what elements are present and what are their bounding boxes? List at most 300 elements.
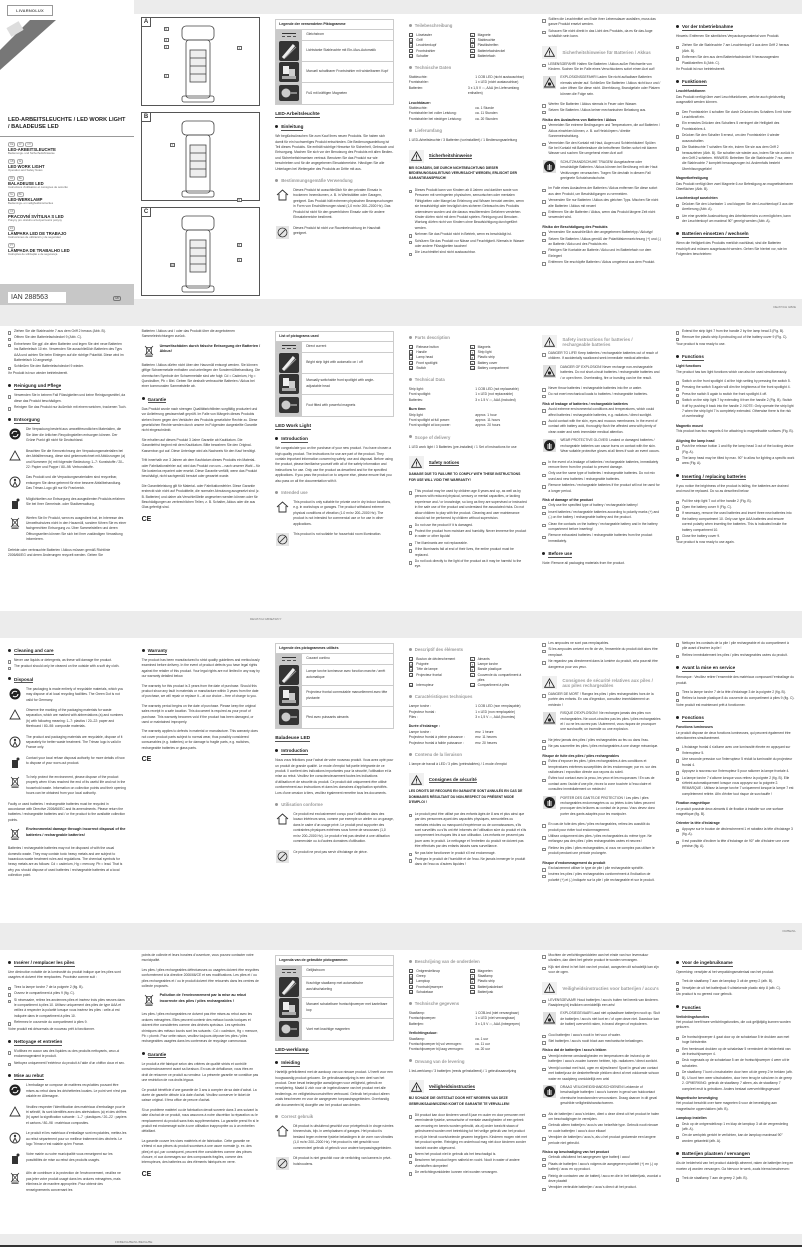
bullet-icon bbox=[409, 378, 412, 381]
icon-paragraph-text: The product and packaging materials are recyclable, dispose of it separately for better waste treatment. The Triman logo is valid in France only. bbox=[26, 734, 123, 750]
warranty-warning: BIJ SCHADE DIE ONTSTAAT DOOR HET NEGEREN VAN DEZE GEBRUIKSAANWIJZING KOMT DE GARANTIE TE VERVALLEN! bbox=[408, 1096, 510, 1106]
section-heading-text: Functies bbox=[681, 1004, 701, 1010]
list-item: Druk nogmaals op de schakelaar 5 om de frontschijnwerper 4 weer uit te schakelen. bbox=[676, 1058, 795, 1069]
list-item: Gebruik alleen batterijen / accu's van hetzelfde type. Gebruik nooit nieuwe en oude batterijen / accu's door elkaar! bbox=[542, 1123, 661, 1134]
part-label: Release button bbox=[416, 345, 439, 349]
paragraph: Het product heeft twee verlichtingsfuncties, die ook gelijktijdig kunnen worden gekozen. bbox=[675, 1020, 791, 1030]
list-item: Do not use the product if it is damaged. bbox=[409, 523, 528, 528]
legend-text: Manuell schaltbarer Frontstrahler mit winkelbarem Kopf bbox=[306, 69, 389, 74]
icon-paragraph bbox=[275, 1124, 394, 1151]
language-subtitle: Bedienings- en veiligheidsinstructies bbox=[8, 201, 54, 206]
section-heading-text: Einleitung bbox=[281, 124, 304, 130]
page-footer: DE/AT/CH GB/IE/NI/CY bbox=[250, 617, 282, 621]
list-item: Schließen Sie den Batteriefachdeckel 9 wieder. bbox=[8, 364, 127, 369]
list-item: Ein erneutes Drücken des Schalters 5 verringert die Helligkeit des Frontstrahlers 4. bbox=[676, 121, 795, 132]
list-item: Kijk niet direct in het licht van het product, aangezien dit schadelijk kan zijn voor de ogen. bbox=[542, 965, 661, 976]
safety-heading bbox=[409, 150, 528, 163]
safety-heading bbox=[409, 456, 528, 469]
subheading: Leuchtfunktionen bbox=[675, 89, 706, 94]
spotlight-icon bbox=[276, 374, 302, 394]
bullet-icon bbox=[676, 666, 679, 669]
list-item: Extend the strip light 7 from the handle 2 by the lamp head 3 (Fig. B). bbox=[676, 329, 795, 334]
list-item: De verlichtingsmiddelen kunnen niet worden vervangen. bbox=[409, 1170, 528, 1175]
bullet-icon bbox=[676, 1005, 679, 1008]
list-item: Insert batteries / rechargeable batteries according to polarity marks (+) and (-) on the battery / rechargeable battery and the product. bbox=[542, 510, 661, 521]
spec-value: approx. 11 hours bbox=[475, 418, 501, 423]
list-item: Open the battery cover 9 (Fig. C). bbox=[676, 505, 795, 510]
glove-icon bbox=[542, 1085, 556, 1099]
part-label: Lösetaster bbox=[416, 33, 432, 37]
paragraph: Faulty or used batteries / rechargeable batteries must be recycled in accordance with Directive 2006/66/EC and its amendments. Please return the batteries / rechargeable batteries and / or the product to the available collection points. bbox=[8, 801, 126, 822]
language-code: CZ bbox=[10, 210, 14, 214]
subsection-heading-text: Beschrijving van de onderdelen bbox=[414, 959, 480, 964]
list-item: Ne jetez jamais des piles / piles rechargeables au feu ou dans l'eau. bbox=[542, 738, 661, 743]
part-number: 8 bbox=[471, 980, 474, 985]
list-item: Remove batteries / rechargeable batteries if the product will not be used for a longer period. bbox=[542, 483, 661, 494]
icon-paragraph bbox=[542, 711, 661, 733]
text-column bbox=[401, 326, 535, 611]
list-item: Appuyez à nouveau sur l'interrupteur 5 pour rallumer la lampe frontale 4. bbox=[676, 769, 795, 774]
subsection-heading bbox=[409, 23, 528, 29]
language-title: LED WORK LIGHT bbox=[8, 163, 45, 169]
section-heading bbox=[676, 665, 795, 671]
language-code: IE bbox=[18, 159, 22, 163]
part-number: 5 bbox=[410, 54, 412, 59]
icon-paragraph-text: This product is only suitable for private use in dry indoor locations, e.g. in workshops or garages. The product withstand extreme physical conditions of vibration (1.0 m²/s³ 200–2000 Hz). The product is not intended for commercial use or for use in other applications. bbox=[293, 500, 391, 526]
icon-paragraph bbox=[8, 708, 127, 730]
legend-title: Légende des pictogrammes utilisés bbox=[276, 644, 393, 654]
icon-paragraph-text: Votre mairie ou votre municipalité vous renseignent sur les possibilités de mise au rebut des produits usagés. bbox=[26, 1152, 113, 1162]
section-heading-text: Nettoyage et entretien bbox=[14, 1039, 63, 1045]
section-heading bbox=[8, 1039, 127, 1045]
icon-paragraph bbox=[8, 1105, 127, 1127]
list-item: Press the switch 5 again to switch the front spotlight 4 off. bbox=[676, 392, 795, 397]
part-label: Ontgrendelknop bbox=[416, 969, 441, 973]
list-item: Si nécessaire, retirez les anciennes piles et insérez trois piles neuves dans le compartiment à piles 10. Utilisez uniquement des piles de type AAA et veillez à respecter la polarité lorsque vous insérez les piles : celle-ci est indiquée dans le compartiment à piles 10. bbox=[8, 998, 127, 1020]
subsection-heading bbox=[409, 647, 528, 653]
subsection-heading bbox=[409, 377, 528, 383]
section-heading-text: Before use bbox=[548, 551, 573, 557]
section-heading-text: Voor de ingebruikname bbox=[681, 960, 733, 965]
list-item: Only use the same type of batteries / rechargeable batteries. Do not mix used and new batteries / rechargeable batteries. bbox=[542, 471, 661, 482]
subheading: Leuchtdauer: bbox=[408, 100, 431, 105]
warning-icon bbox=[409, 1080, 424, 1093]
paragraph: Votre produit est maintenant prêt à fonctionner. bbox=[675, 702, 746, 707]
list-item: DANGER TO LIFE! Keep batteries / rechargeable batteries out of reach of children. If accidentally swallowed seek immediate medical attention. bbox=[542, 351, 661, 362]
paragraph: Ihr Produkt ist nun betriebsbereit. bbox=[675, 67, 726, 72]
part-label: Plastikstreifen bbox=[477, 43, 499, 48]
part-number: 9 bbox=[471, 673, 474, 678]
house-icon bbox=[275, 500, 289, 514]
spec-value: ca. 11 uur bbox=[475, 1042, 490, 1047]
spec-key: Staaflamp: bbox=[408, 1036, 425, 1041]
explosion-icon bbox=[542, 75, 556, 89]
part-number: 4 bbox=[410, 49, 412, 54]
dc-icon bbox=[276, 342, 302, 351]
icon-paragraph bbox=[542, 796, 661, 818]
list-item: Setzen Sie Batterien / Akkus keiner mechanischen Belastung aus. bbox=[542, 108, 661, 113]
subheading: Risque de fuite des piles / piles rechargeables bbox=[542, 753, 620, 758]
subsection-heading bbox=[409, 65, 528, 71]
paragraph: Ce produit bénéficie d'une garantie de 3 ans à compter de sa date d'achat. La durée de garantie débute à la date d'achat. Veuillez conserver le ticket de caisse original. Il fera office de preuve d'achat. bbox=[141, 1087, 257, 1103]
language-code: BE bbox=[18, 176, 22, 180]
subheading: Risico op beschadiging van het product bbox=[542, 1149, 609, 1154]
spec-value: 1 COB LED (non remplaçable) bbox=[475, 704, 521, 709]
subsection-heading-text: Teilebeschreibung bbox=[414, 23, 453, 28]
section-heading bbox=[275, 124, 394, 130]
list-item: La lampe torche 7 s'allume lorsque vous retirez la poignée 2 (fig. B). Elle s'éteint automatiquement lorsque vous appuyez sur la poignée 2. REMARQUE : Utilisez la lampe torche 7 uniquement lorsque la lampe 7 est complètement retirée. Afin d'éviter tout risque de surchauffe ! bbox=[676, 776, 795, 798]
list-item: Do not exert mechanical loads to batteries / rechargeable batteries. bbox=[542, 392, 661, 397]
product-title-text: LED-werklamp bbox=[275, 1047, 309, 1053]
paragraph: We congratulate you on the purchase of your new product. You have chosen a high quality product. The instructions for use are part of the product. They contain important information concerning safety, use and disposal. Before using the product, please familiarise yourself with all of the safety information and instructions for use. Only use the product as described and for the specified applications. If you pass the product on to anyone else, please ensure that you also pass on all the documentation with it. bbox=[275, 446, 393, 483]
bullet-icon bbox=[142, 1052, 145, 1055]
language-entry bbox=[8, 192, 130, 205]
cover-page bbox=[0, 0, 134, 305]
page-strip bbox=[0, 312, 802, 624]
legend-text: Lichtstarke Stableuchte mit Ein-/Aus-Automatik bbox=[306, 48, 376, 53]
icon-paragraph-text: Dieses Produkt ist ausschließlich für den privaten Einsatz in trockenen Innenräumen, z. B. in Werkstätten oder Garagen, geeignet. Das Produkt hält extremen physischen Beanspruchungen in Form von Erschütterungen stand (1,0 m²/s³ 200–2000 Hz). Das Produkt ist nicht für den gewerblichen Einsatz oder für andere Einsatzbereiche bestimmt. bbox=[293, 188, 394, 220]
country-badge: GB bbox=[115, 297, 119, 300]
paragraph: Tritt innerhalb von 3 Jahren ab dem Kaufdatum dieses Produkts ein Material- oder Fabrikationsfehler auf, wird das Produkt von uns – nach unserer Wahl – für Sie kostenlos repariert oder ersetzt. Diese Garantie verfällt, wenn das Produkt beschädigt, nicht sachgemäß benutzt oder gewartet wurde. bbox=[141, 458, 261, 479]
bullet-icon bbox=[275, 1061, 278, 1064]
part-number: 4 bbox=[410, 673, 412, 678]
part-label: Frontstrahler bbox=[416, 48, 436, 53]
subheading: Lampkop instellen bbox=[675, 1116, 707, 1121]
list-item: Évitez d'exposer les piles / piles rechargeables à des conditions et températures extrêmes susceptibles de les endommager, par ex. sur des radiateurs / exposition directe aux rayons du soleil. bbox=[542, 759, 661, 775]
paragraph: Batteries / rechargeable batteries may not be disposed of with the usual domestic waste. They may contain toxic heavy metals and are subject to hazardous waste treatment rules and regulations. The chemical symbols for heavy metals are as follows: Cd = cadmium, Hg = mercury, Pb = lead. That is why you should dispose of used batteries / rechargeable batteries at a local collection point. bbox=[8, 846, 123, 878]
icon-paragraph-text: To help protect the environment, please dispose of the product properly when it has reached the end of its useful life and not in the household waste. Information on collection points and their opening hours can be obtained from your local authority. bbox=[26, 774, 126, 796]
part-number: 3 bbox=[410, 356, 412, 361]
spec-value: 3 x 1,5 V ⎓, AAA (inbegrepen) bbox=[475, 1021, 521, 1026]
pictogram-legend bbox=[275, 19, 394, 105]
spec-value: ca. 1 Stunde bbox=[475, 106, 494, 111]
subsection-heading-text: Technische gegevens bbox=[414, 1001, 460, 1007]
subheading: Risk of leakage of batteries / rechargeable batteries bbox=[542, 401, 628, 406]
triman-icon bbox=[8, 475, 22, 489]
text-column bbox=[534, 638, 668, 923]
spec-value: 1 COB LED (nicht austauschbar) bbox=[475, 75, 524, 80]
text-column bbox=[267, 14, 401, 299]
part-number: 7 bbox=[471, 663, 474, 668]
spec-value: 1 x LED (nicht austauschbar) bbox=[475, 80, 519, 85]
list-item: Insérez les piles / piles rechargeables conformément à l'indication de polarité (+) et (-) indiquée sur la pile / pile rechargeable et sur le produit. bbox=[542, 872, 661, 883]
icon-paragraph bbox=[8, 1131, 127, 1147]
list-item: Protect the product from moisture and humidity. Never immerse the product in water or other liquids! bbox=[409, 529, 528, 540]
language-subtitle: Bedienungs- und Sicherheitshinweise bbox=[8, 151, 55, 155]
part-label: Bouton de déclenchement bbox=[416, 657, 456, 661]
list-item: Exclusivement utiliser le type de pile / pile rechargeable spécifié. bbox=[542, 866, 661, 871]
spec-value: ca. 1 uur bbox=[475, 1036, 489, 1041]
part-item bbox=[470, 54, 527, 59]
legend-row bbox=[276, 353, 393, 374]
list-item: Ne pas soumettre les piles / piles rechargeables à une charge mécanique. bbox=[542, 744, 661, 749]
figure-c bbox=[141, 207, 260, 296]
spec-table bbox=[409, 1037, 528, 1053]
icon-paragraph-text: Das Produkt und die Verpackungsmaterialien sind recycelbar, entsorgen Sie diese getrennt für eine bessere Abfallbehandlung. Das Triman-Logo gilt nur für Frankreich. bbox=[26, 475, 122, 491]
part-label: Compartiment à piles bbox=[477, 683, 510, 688]
paragraph: Une diminution notable de la luminosité du produit indique que les piles sont usagées et doivent être remplacées. Procédez comme suit : bbox=[8, 970, 121, 980]
paragraph: Hartelijk gefeliciteerd met de aankoop van uw nieuwe product. U heeft voor een hoogwaardig product gekozen. De gebruiksaanwijzing is een deel van het product. Deze bevat belangrijke aanwijzingen voor veiligheid, gebruik en verwijdering. Maakt U zich voor de ingebruikname van het product met alle bedienings- en veiligheidsvoorschriften vertrouwd. Gebruik het product alleen zoals beschreven en voor de aangegeven toepassingsgebieden. Overhandig alle documenten bij doorgifte van het product aan derden. bbox=[275, 1070, 393, 1107]
part-label: Handle bbox=[416, 350, 427, 355]
paragraph: Le produit dispose de deux fonctions lumineuses, qui peuvent également être sélectionnées simultanément. bbox=[675, 730, 791, 741]
part-number: 9 bbox=[471, 49, 474, 54]
section-heading bbox=[8, 648, 127, 654]
list-item: Tirez la lampe torche 7 de la tête d'éclairage 3 de la poignée 2 (fig. B). bbox=[676, 690, 795, 695]
product-title-text: LED Work Light bbox=[275, 423, 312, 429]
subheading: Risico dat de batterijen / accu's lekken bbox=[542, 1048, 607, 1053]
language-entry bbox=[8, 226, 130, 239]
paragraph: Ihr Produkt ist nun wieder betriebsbereit. bbox=[8, 370, 69, 375]
bullet-icon bbox=[275, 749, 278, 752]
subheading: Risque d'endommagement du produit bbox=[542, 860, 606, 865]
spec-table bbox=[409, 1011, 528, 1027]
safety-heading bbox=[542, 335, 661, 348]
list-item: Um eine gezielte Ausleuchtung des Arbeitsbereichs zu ermöglichen, kann der Leuchtenkopf um maximal 90° geneigt werden (Abb. A). bbox=[676, 214, 795, 225]
list-item: Reinigen Sie das Produkt nur äußerlich mit einem weichen, trockenen Tuch. bbox=[8, 405, 127, 410]
subsection-heading-text: Contenu de la livraison bbox=[414, 752, 463, 758]
icon-paragraph-text: EXPLOSIONSGEFAHR! Laden Sie nicht aufladbare Batterien niemals wieder auf. Schließen Sie Batterien / Akkus nicht kurz und / oder öffnen Sie diese nicht. Überhitzung, Brandgefahr oder Platzen können die Folge sein. bbox=[560, 75, 661, 96]
paragraph: Wenn die Helligkeit des Produkts merklich nachlässt, sind die Batterien erschöpft und müssen ausgetauscht werden. Gehen Sie hierbei vor, wie im Folgenden beschrieben: bbox=[675, 241, 787, 257]
subsection-heading bbox=[409, 1059, 528, 1065]
text-column bbox=[267, 326, 401, 611]
spec-key: Staaflamp: bbox=[408, 1011, 425, 1016]
part-label: Batterijvakdeksel bbox=[477, 984, 503, 989]
spec-value: env. 1 heure bbox=[475, 729, 494, 734]
bullet-icon bbox=[275, 179, 278, 182]
part-label: Plastic strip bbox=[477, 355, 495, 360]
part-label: Battery cover bbox=[477, 360, 498, 365]
text-column bbox=[534, 14, 668, 299]
part-label: Schalter bbox=[416, 53, 429, 58]
part-number: 8 bbox=[471, 44, 474, 49]
list-item: Ziehen Sie die Stableuchte 7 am Leuchtenkopf 3 aus dem Griff 2 heraus (Abb. B). bbox=[676, 43, 795, 54]
safety-heading-text: Consignes de sécurité relatives aux piles / aux piles rechargeables bbox=[562, 677, 653, 688]
legend-row bbox=[276, 977, 393, 998]
part-item bbox=[470, 683, 527, 688]
spotlight-icon bbox=[276, 686, 302, 706]
section-heading bbox=[275, 748, 394, 754]
strip-light-icon bbox=[276, 353, 302, 373]
language-code: NL bbox=[10, 193, 14, 197]
bullet-icon bbox=[409, 129, 412, 132]
language-code: DE bbox=[10, 143, 14, 146]
subsection-heading-text: Intended use bbox=[281, 490, 308, 496]
page-strip bbox=[0, 624, 802, 936]
spec-value: approx. 1 hour bbox=[475, 412, 497, 417]
pictogram-legend bbox=[275, 955, 394, 1041]
list-item: Den Frontstrahler 4 schalten Sie durch Drücken des Schalters 5 mit hoher Leuchtkraft ein. bbox=[676, 110, 795, 121]
legend-row bbox=[276, 665, 393, 686]
legend-text: Projecteur frontal commutable manuellement avec tête pivotante bbox=[306, 690, 388, 700]
list-item: DANGER DE MORT ! Rangez les piles / piles rechargeables hors de la portée des enfants. En cas d'ingestion, consultez immédiatement un médecin ! bbox=[542, 692, 661, 708]
paragraph: Batterien / Akkus dürfen nicht über den Hausmüll entsorgt werden. Sie können giftige Schwermetalle enthalten und unterliegen der Sondermüllbehandlung. Die chemischen Symbole der Schwermetalle sind wie folgt: Cd = Cadmium, Hg = Quecksilber, Pb = Blei. Geben Sie deshalb verbrauchte Batterien / Akkus bei einer kommunalen Sammelstelle ab. bbox=[141, 362, 261, 389]
list-item: Vermeiden Sie den Kontakt mit Haut, Augen und Schleimhäuten! Spülen Sie bei Kontakt mit Batteriesäure die betroffenen Stellen sofort mit klarem Wasser und suchen Sie umgehend einen Arzt auf! bbox=[542, 141, 661, 157]
list-item: Close the battery cover 9. bbox=[676, 534, 795, 539]
list-item: De frontschijnwerper 4 gaat door op de schakelaar 5 te drukken aan met hoge lichtsterkte. bbox=[676, 1035, 795, 1046]
glove-icon bbox=[542, 160, 556, 174]
part-item bbox=[470, 673, 527, 683]
spec-value: 1 x LED (not replaceable) bbox=[475, 392, 514, 397]
paragraph: The warranty applies to defects in material or manufacture. This warranty does not cover product parts subject to normal wear, thus possibly considered consumables (e.g. batteries) or for damage to fragile parts, e.g. switches, rechargeable batteries or glass parts. bbox=[141, 729, 258, 750]
legend-row bbox=[276, 1019, 393, 1040]
list-item: L'éclairage frontal 4 s'allume avec une luminosité élevée en appuyant sur l'interrupteur 5. bbox=[676, 745, 795, 756]
strip-content bbox=[0, 950, 802, 1234]
explosion-icon bbox=[542, 1011, 556, 1025]
part-label: Couvercle du compartiment à piles bbox=[477, 672, 522, 682]
divider bbox=[0, 136, 134, 137]
spec-value: 1 COB-led (niet vervangbaar) bbox=[475, 1011, 519, 1016]
spec-row bbox=[409, 1047, 528, 1052]
part-number: 9 bbox=[471, 985, 474, 990]
spec-key: Projecteur frontal : bbox=[408, 709, 437, 714]
paragraph: Your product is now ready to use again. bbox=[675, 540, 735, 545]
page-footer: FR/BE/NL/BE/NL/BE/NL/BE bbox=[115, 1240, 153, 1244]
language-entry bbox=[8, 243, 130, 256]
bullet-icon bbox=[676, 716, 679, 719]
text-column bbox=[401, 638, 535, 923]
list-item: Ne pas faire fonctionner le produit s'il est endommagé. bbox=[409, 851, 528, 856]
icon-paragraph-text: Die Verpackung besteht aus umweltfreundlichen Materialien, die Sie über die örtlichen Recyclingstellen entsorgen können. Der Grüne Punkt gilt nicht für Deutschland. bbox=[26, 427, 122, 443]
language-entry bbox=[8, 176, 130, 189]
spec-key: Frontstrahler: bbox=[408, 80, 429, 85]
list-item: Protégez le produit de l'humidité et de l'eau. Ne jamais immerger le produit dans de l'eau ou d'autres liquides ! bbox=[409, 857, 528, 868]
list-item: Do not look directly to the light of the product as it may be harmful to the eye. bbox=[409, 559, 528, 570]
icon-paragraph-text: Environmental damage through incorrect disposal of the batteries / rechargeable batteries! bbox=[26, 827, 126, 837]
text-column bbox=[668, 950, 802, 1234]
spec-key: Piles : bbox=[408, 715, 418, 720]
part-callout: 7 bbox=[171, 144, 173, 147]
safety-heading-text: Sicherheitshinweise bbox=[428, 152, 473, 158]
list-item: Ne regardez pas directement dans la lumière du produit, cela pourrait être dangereux pour vos yeux. bbox=[542, 659, 661, 670]
spec-row bbox=[409, 86, 528, 97]
text-column bbox=[668, 638, 802, 923]
bullet-icon bbox=[275, 803, 278, 806]
spec-table bbox=[409, 413, 528, 429]
list-item: Évitez tout contact avec la peau, les yeux et les muqueuses ! En cas de contact avec l'acide d'une pile, rincez la zone touchée à l'eau claire et consultez immédiatement un médecin ! bbox=[542, 776, 661, 792]
cover-title: LED-ARBEITSLEUCHTE / LED WORK LIGHT / BALADEUSE LED bbox=[8, 117, 126, 131]
list-item: In the event of a leakage of batteries / rechargeable batteries, immediately remove them from the product to prevent damage. bbox=[542, 460, 661, 471]
strip-light-icon bbox=[276, 41, 302, 61]
legend-text: Gelijkstroom bbox=[306, 968, 325, 973]
magnet-icon bbox=[276, 707, 302, 728]
subsection-heading bbox=[409, 435, 528, 441]
part-label: Stableuchte bbox=[477, 38, 496, 43]
glove-icon bbox=[542, 438, 556, 452]
subsection-heading-text: Omvang van de levering bbox=[414, 1058, 465, 1064]
icon-paragraph bbox=[542, 75, 661, 97]
section-heading-text: Reinigung und Pflege bbox=[14, 383, 62, 389]
bullet-icon bbox=[409, 24, 412, 27]
paragraph: Uw product is nu gereed voor gebruik. bbox=[675, 992, 733, 997]
list-item: Een hernieuwd drukken op de schakelaar 5 vermindert de helderheid van de frontschijnwerper 4. bbox=[676, 1047, 795, 1058]
part-label: Magneten bbox=[477, 969, 493, 973]
language-title: BALADEUSE LED bbox=[8, 180, 44, 186]
subsection-heading-text: Parts description bbox=[414, 335, 450, 340]
part-number: 7 bbox=[471, 39, 474, 44]
language-code: BE bbox=[18, 193, 22, 197]
bullet-icon bbox=[8, 677, 11, 680]
legend-text: Bright strip light with automatic on / off bbox=[306, 360, 363, 365]
spec-row bbox=[409, 715, 528, 720]
product-title bbox=[275, 112, 394, 117]
list-item: Tirez la lampe torche 7 de la poignée 2 (fig. B). bbox=[8, 985, 127, 990]
list-item: Switch on the strip light 7 by extending it from the handle 2 (Fig. B). Switch it off by pushing it back into the handle 2. NOTE: Only operate the strip light 7 when the strip light 7 is completely extended. Otherwise there is the risk of overheating! bbox=[676, 398, 795, 420]
paragraph: Sie erhalten auf dieses Produkt 3 Jahre Garantie ab Kaufdatum. Die Garantiefrist beginnt mit dem Kaufdatum. Bitte bewahren Sie den Original-Kassenbon gut auf. Diese Unterlage wird als Nachweis für den Kauf benötigt. bbox=[141, 437, 256, 453]
part-callout: 6 bbox=[238, 199, 240, 202]
section-heading bbox=[542, 551, 661, 557]
crossed-bin-icon bbox=[142, 344, 156, 358]
subsection-heading bbox=[275, 802, 394, 808]
list-item: Trek de staaflamp 7 aan de lampkop 3 uit de greep 2 (afb. B). bbox=[676, 979, 795, 984]
parts-list bbox=[409, 345, 528, 371]
product-title-text: Baladeuse LED bbox=[275, 735, 311, 741]
language-code: CH bbox=[27, 143, 31, 146]
part-item bbox=[409, 683, 466, 688]
spec-table bbox=[409, 106, 528, 122]
part-item bbox=[470, 366, 527, 371]
part-number: 6 bbox=[471, 658, 474, 662]
text-column bbox=[134, 638, 268, 923]
legend-text: Krachtige staaflamp met automatische aan/uitschakeling bbox=[306, 981, 364, 991]
part-label: Frontschijnwerper bbox=[416, 984, 443, 989]
bullet-icon bbox=[409, 66, 412, 69]
section-heading bbox=[8, 960, 127, 966]
list-item: Stel batterijen / accu's nooit bloot aan mechanische belastingen. bbox=[542, 1039, 661, 1044]
pictogram-legend bbox=[275, 643, 394, 729]
no-room-icon bbox=[275, 226, 289, 240]
section-heading bbox=[8, 417, 127, 423]
list-item: If the illuminants fail at end of their lives, the entire product must be replaced. bbox=[409, 547, 528, 558]
icon-paragraph-text: Contact your local refuse disposal authority for more details of how to dispose of your worn-out product. bbox=[26, 755, 125, 766]
warning-icon bbox=[542, 335, 557, 348]
spec-value: 3 x 1,5 V ⎓, AAA (fournies) bbox=[475, 715, 516, 720]
section-heading-text: Avant la mise en service bbox=[681, 665, 736, 671]
part-label: Poignée bbox=[416, 662, 429, 667]
list-item: Verwijder de uit het batterijvak 9 uitstekende plastic strip 8 (afb. C). bbox=[676, 986, 795, 991]
icon-paragraph-text: Möglichkeiten zur Entsorgung des ausgedienten Produkts erfahren Sie bei Ihrer Gemeinde- oder Stadtverwaltung. bbox=[26, 496, 125, 506]
list-item: The lamp head may be tilted by max. 90° to allow for lighting a specific work area (Fig. A). bbox=[676, 456, 795, 467]
list-item: Ziehen Sie die Stableuchte 7 aus dem Griff 2 heraus (Abb. B). bbox=[8, 329, 127, 334]
paragraph: 1 LED-Arbeitsleuchte / 3 Batterien (vorinstalliert) / 1 Bedienungsanleitung bbox=[408, 138, 518, 143]
section-heading bbox=[676, 231, 795, 237]
text-column bbox=[0, 638, 134, 923]
icon-paragraph-text: Ce produit ne peut pas servir d'éclairage de pièce. bbox=[293, 849, 368, 854]
dc-icon bbox=[276, 30, 302, 39]
subsection-heading bbox=[409, 1001, 528, 1007]
subsection-heading-text: Lieferumfang bbox=[414, 128, 442, 134]
icon-paragraph bbox=[8, 427, 127, 443]
text-column bbox=[534, 326, 668, 611]
part-label: Battery compartment bbox=[477, 365, 509, 370]
part-number: 3 bbox=[410, 668, 412, 673]
icon-paragraph-text: Le produit et les matériaux d'emballage sont recyclables, mettez-les au rebut séparément pour un meilleur traitement des déchets. Le logo Triman n'est valable qu'en France. bbox=[26, 1131, 127, 1146]
part-label: Projecteur frontal bbox=[416, 672, 442, 677]
paragraph: Le produit possède deux aimants 6 de fixation à installer sur une surface magnétique (fig. B). bbox=[675, 806, 784, 816]
parts-list bbox=[409, 657, 528, 688]
paragraph: Das Produkt wurde nach strengen Qualitätsrichtlinien sorgfältig produziert und vor Anlieferung gewissenhaft geprüft. Im Falle von Mängeln dieses Produkts stehen Ihnen gegen den Verkäufer des Produkts gesetzliche Rechte zu. Diese gesetzlichen Rechte werden durch unsere im Folgenden dargestellte Garantie nicht eingeschränkt. bbox=[141, 406, 258, 433]
spec-key: Strip light: bbox=[408, 387, 424, 392]
pictogram-legend bbox=[275, 331, 394, 417]
legend-row bbox=[276, 374, 393, 395]
icon-paragraph bbox=[542, 1011, 661, 1027]
spec-key: Stableuchte: bbox=[408, 106, 428, 111]
spec-key: Front spotlight at low power: bbox=[408, 423, 451, 428]
section-heading-text: Garantie bbox=[147, 396, 167, 402]
list-item: Verwenden Sie ausschließlich den angegebenen Batterietyp / Akkutyp! bbox=[542, 230, 661, 235]
warning-icon bbox=[409, 773, 424, 786]
subsection-heading-text: Caractéristiques techniques bbox=[414, 694, 473, 700]
subsection-heading bbox=[409, 128, 528, 134]
